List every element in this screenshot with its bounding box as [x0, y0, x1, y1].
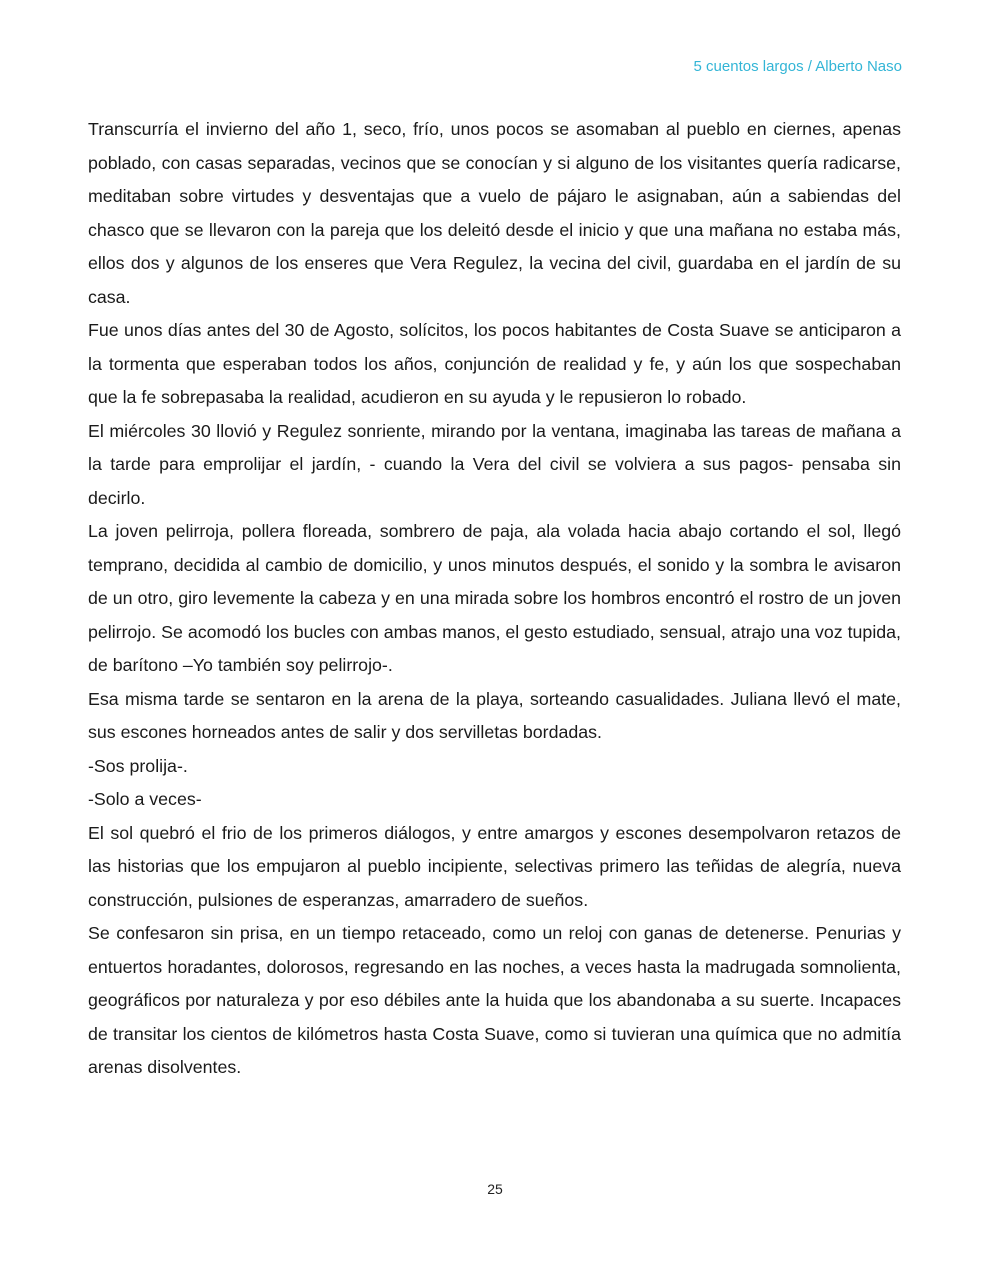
paragraph: La joven pelirroja, pollera floreada, sombrero de paja, ala volada hacia abajo cortando el sol, llegó temprano, decidida al cambio de domicilio, y unos minutos después, el sonido y la sombra le avisaron de un otro, giro levemente la cabeza y en una mirada sobre los hombros encontró el rostro de un joven pelirrojo. Se acomodó los bucles con ambas manos, el gesto estudiado, sensual, atrajo una voz tupida, de barítono –Yo también soy pelirrojo-. [88, 521, 901, 675]
paragraph: El miércoles 30 llovió y Regulez sonriente, mirando por la ventana, imaginaba las tareas de mañana a la tarde para emprolijar el jardín, - cuando la Vera del civil se volviera a sus pagos- pensaba sin decirlo. [88, 420, 901, 508]
running-header: 5 cuentos largos / Alberto Naso [693, 58, 902, 75]
paragraph: Transcurría el invierno del año 1, seco, frío, unos pocos se asomaban al pueblo en ciernes, apenas poblado, con casas separadas, vecinos que se conocían y si alguno de los visitantes quería radicarse, meditaban sobre virtudes y desventajas que a vuelo de pájaro le asignaban, aún a sabiendas del chasco que se llevaron con la pareja que los deleitó desde el inicio y que una mañana no estaba más, ellos dos y algunos de los enseres que Vera Regulez, la vecina del civil, guardaba en el jardín de su casa. [88, 119, 901, 307]
paragraph: Fue unos días antes del 30 de Agosto, solícitos, los pocos habitantes de Costa Suave se anticiparon a la tormenta que esperaban todos los años, conjunción de realidad y fe, y aún los que sospechaban que la fe sobrepasaba la realidad, acudieron en su ayuda y le repusieron lo robado. [88, 320, 901, 407]
paragraph: Se confesaron sin prisa, en un tiempo retaceado, como un reloj con ganas de detenerse. Penurias y entuertos horadantes, dolorosos, regresando en las noches, a veces hasta la madrugada somnolienta, geográficos por naturaleza y por eso débiles ante la huida que los abandonaba a su suerte. Incapaces de transitar los cientos de kilómetros hasta Costa Suave, como si tuvieran una química que no admitía arenas disolventes. [88, 923, 901, 1077]
dialogue-line: -Sos prolija-. [88, 755, 188, 776]
dialogue-line: -Solo a veces- [88, 789, 202, 809]
story-body [88, 113, 901, 1085]
paragraph: Esa misma tarde se sentaron en la arena de la playa, sorteando casualidades. Juliana llevó el mate, sus escones horneados antes de salir y dos servilletas bordadas. [88, 688, 901, 742]
paragraph: El sol quebró el frio de los primeros diálogos, y entre amargos y escones desempolvaron retazos de las historias que los empujaron al pueblo incipiente, selectivas primero las teñidas de alegría, nueva construcción, pulsiones de esperanzas, amarradero de sueños. [88, 822, 901, 910]
page-number: 25 [487, 1181, 503, 1197]
